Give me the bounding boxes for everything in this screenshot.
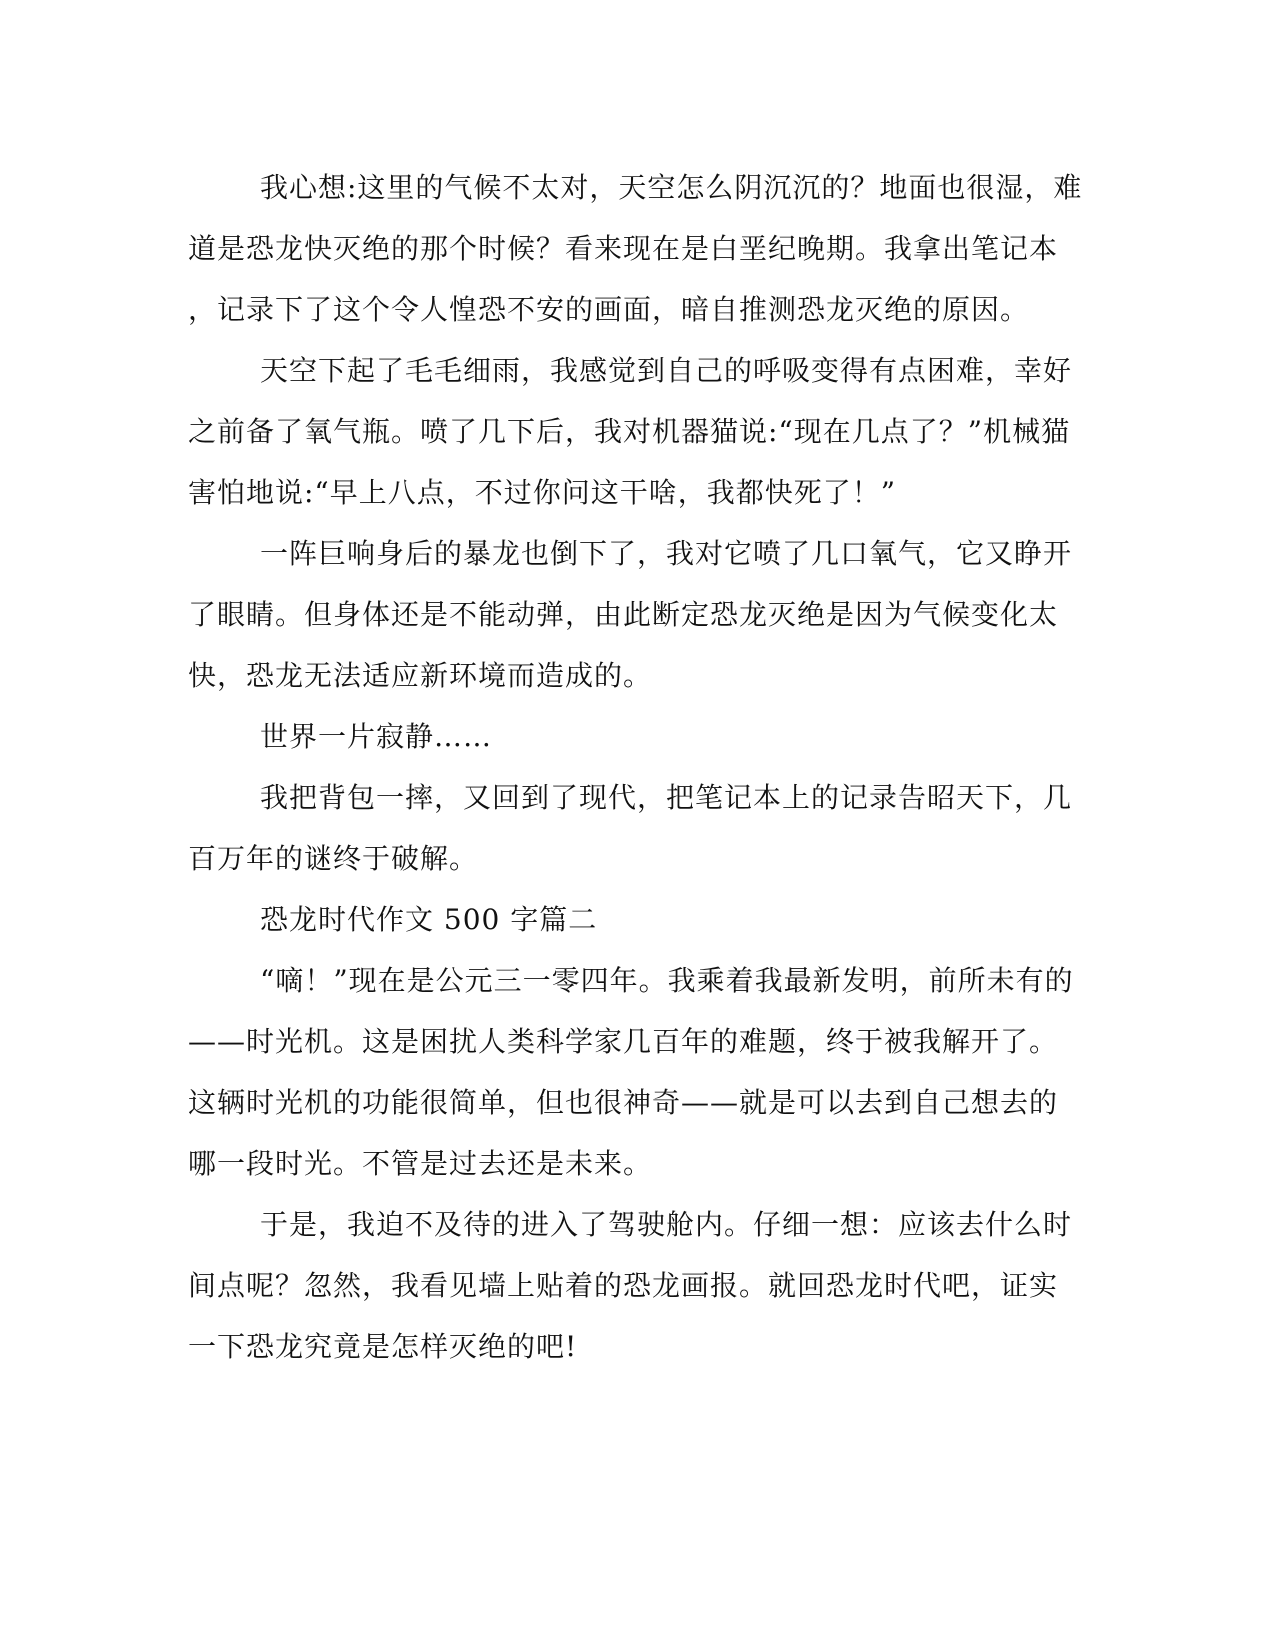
text-line: 我心想:这里的气候不太对，天空怎么阴沉沉的？地面也很湿，难 bbox=[260, 171, 1083, 204]
essay-body bbox=[188, 157, 1083, 1377]
paragraph-7 bbox=[188, 1194, 1073, 1377]
text-line: 天空下起了毛毛细雨，我感觉到自己的呼吸变得有点困难，幸好 bbox=[260, 354, 1073, 387]
section-heading bbox=[188, 889, 1068, 950]
text-line: “嘀！”现在是公元三一零四年。我乘着我最新发明，前所未有的 bbox=[260, 964, 1074, 997]
text-line: 了眼睛。但身体还是不能动弹，由此断定恐龙灭绝是因为气候变化太 bbox=[188, 598, 1059, 631]
text-line: 世界一片寂静…… bbox=[260, 720, 493, 753]
text-line: 我把背包一摔，又回到了现代，把笔记本上的记录告昭天下，几 bbox=[260, 781, 1073, 814]
paragraph-5 bbox=[188, 767, 1073, 889]
heading-line: 恐龙时代作文 500 字篇二 bbox=[260, 903, 598, 936]
paragraph-6 bbox=[188, 950, 1074, 1194]
text-line: ，记录下了这个令人惶恐不安的画面，暗自推测恐龙灭绝的原因。 bbox=[188, 293, 1030, 326]
text-line: ——时光机。这是困扰人类科学家几百年的难题，终于被我解开了。 bbox=[188, 1025, 1059, 1058]
text-line: 百万年的谜终于破解。 bbox=[188, 842, 479, 875]
text-line: 哪一段时光。不管是过去还是未来。 bbox=[188, 1147, 653, 1180]
text-line: 于是，我迫不及待的进入了驾驶舱内。仔细一想：应该去什么时 bbox=[260, 1208, 1073, 1241]
paragraph-3 bbox=[188, 523, 1073, 706]
paragraph-1 bbox=[188, 157, 1083, 340]
text-line: 快，恐龙无法适应新环境而造成的。 bbox=[188, 659, 653, 692]
text-line: 一下恐龙究竟是怎样灭绝的吧! bbox=[188, 1330, 578, 1363]
paragraph-4 bbox=[188, 706, 1068, 767]
text-line: 一阵巨响身后的暴龙也倒下了，我对它喷了几口氧气，它又睁开 bbox=[260, 537, 1073, 570]
text-line: 害怕地说:“早上八点，不过你问这干啥，我都快死了！” bbox=[188, 476, 897, 509]
paragraph-2 bbox=[188, 340, 1073, 523]
text-line: 之前备了氧气瓶。喷了几下后，我对机器猫说:“现在几点了？”机械猫 bbox=[188, 415, 1071, 448]
text-line: 这辆时光机的功能很简单，但也很神奇——就是可以去到自己想去的 bbox=[188, 1086, 1059, 1119]
text-line: 道是恐龙快灭绝的那个时候？看来现在是白垩纪晚期。我拿出笔记本 bbox=[188, 232, 1059, 265]
text-line: 间点呢？忽然，我看见墙上贴着的恐龙画报。就回恐龙时代吧，证实 bbox=[188, 1269, 1059, 1302]
